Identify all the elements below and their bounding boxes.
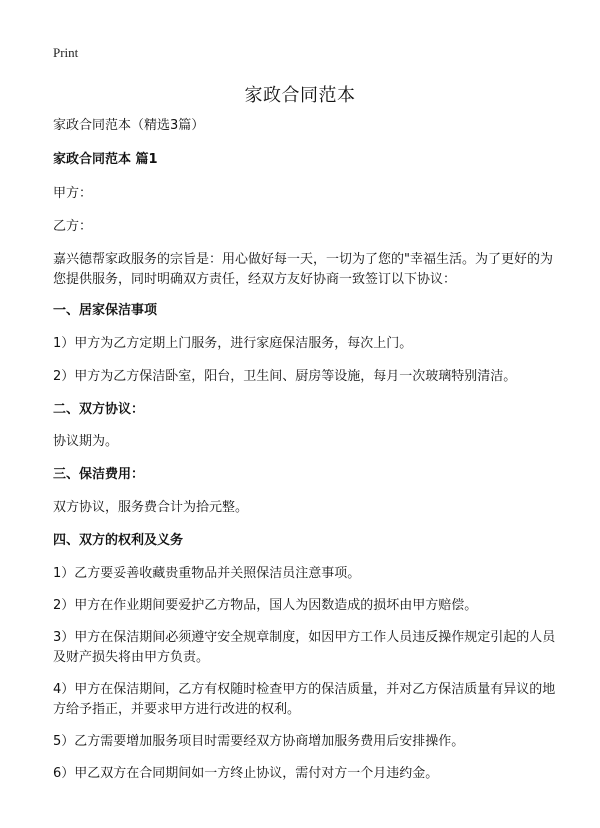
document-title: 家政合同范本 — [244, 85, 356, 106]
rights-item-1: 1）乙方要妥善收藏贵重物品并关照保洁员注意事项。 — [53, 566, 361, 581]
heading-fees: 三、保洁费用： — [53, 467, 145, 482]
rights-item-6: 6）甲乙双方在合同期间如一方终止协议，需付对方一个月违约金。 — [53, 766, 439, 781]
housekeeping-item-2: 2）甲方为乙方保洁卧室，阳台，卫生间、厨房等设施，每月一次玻璃特别清洁。 — [53, 369, 517, 384]
heading-rights: 四、双方的权利及义务 — [53, 533, 184, 548]
party-a-line: 甲方： — [53, 186, 93, 201]
party-b-line: 乙方： — [53, 219, 93, 234]
fee-text: 双方协议，服务费合计为拾元整。 — [53, 500, 249, 515]
agreement-period: 协议期为。 — [53, 434, 119, 449]
document-body — [53, 116, 563, 784]
document-subtitle: 家政合同范本（精选3篇） — [53, 118, 205, 133]
intro-paragraph: 嘉兴德帮家政服务的宗旨是：用心做好每一天，一切为了您的"幸福生活。为了更好的为您提供服务，同时明确双方责任，经双方友好协商一致签订以下协议： — [53, 252, 553, 287]
rights-item-5: 5）乙方需要增加服务项目时需要经双方协商增加服务费用后安排操作。 — [53, 734, 465, 749]
print-label[interactable]: Print — [53, 45, 79, 60]
section-heading: 家政合同范本 篇1 — [53, 152, 158, 167]
housekeeping-item-1: 1）甲方为乙方定期上门服务，进行家庭保洁服务，每次上门。 — [53, 336, 413, 351]
rights-item-3: 3）甲方在保洁期间必须遵守安全规章制度，如因甲方工作人员违反操作规定引起的人员及财产损失将由甲方负责。 — [53, 630, 556, 665]
heading-agreement: 二、双方协议： — [53, 402, 145, 417]
rights-item-2: 2）甲方在作业期间要爱护乙方物品，国人为因数造成的损坏由甲方赔偿。 — [53, 598, 478, 613]
heading-housekeeping: 一、居家保洁事项 — [53, 303, 158, 318]
rights-item-4: 4）甲方在保洁期间，乙方有权随时检查甲方的保洁质量，并对乙方保洁质量有异议的地方给予指正，并要求甲方进行改进的权利。 — [53, 682, 556, 717]
